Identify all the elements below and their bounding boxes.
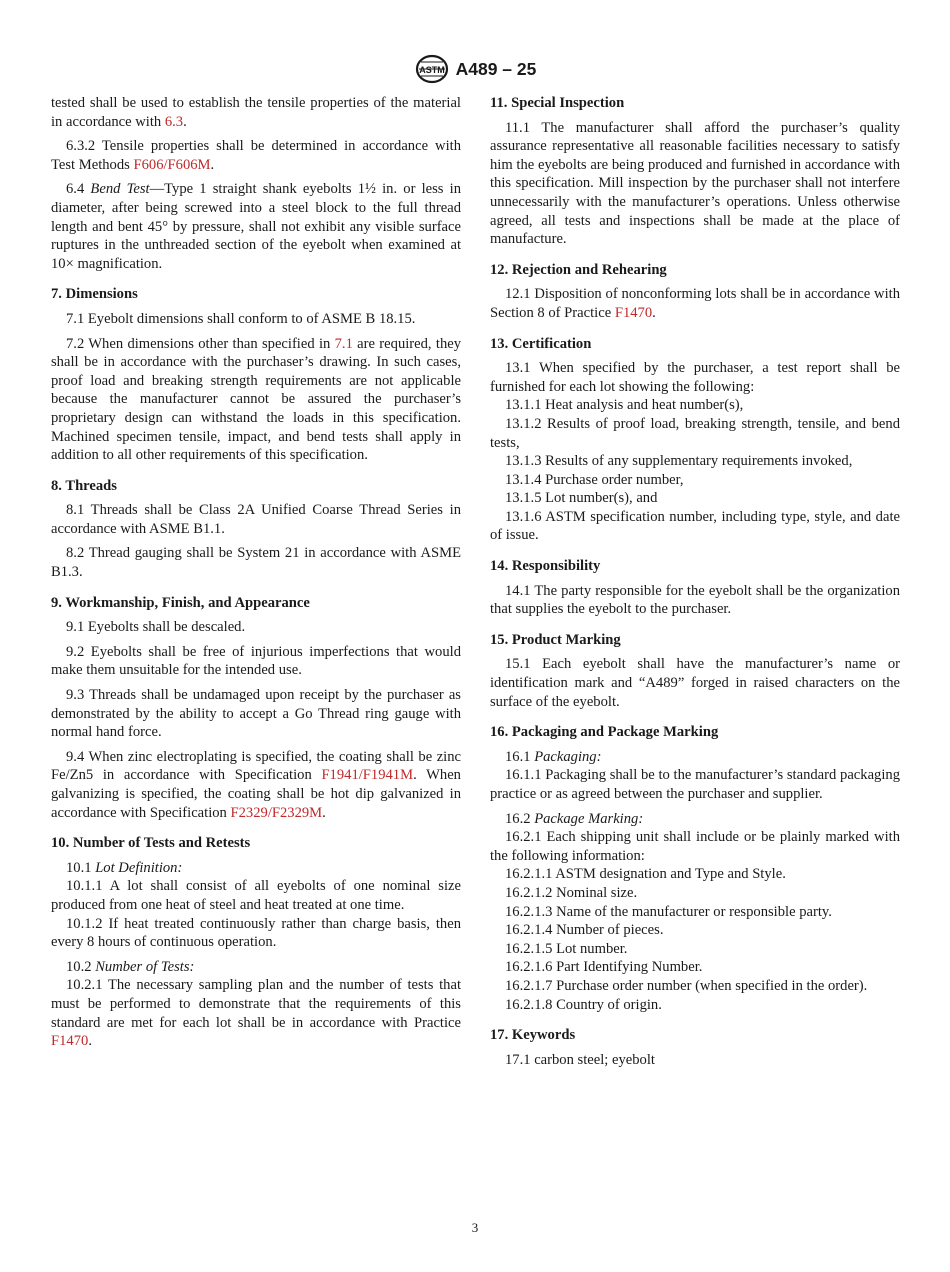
list-item: 13.1.6 ASTM specification number, including type, style, and date of issue. [490,508,900,544]
paragraph-16-2-1: 16.2.1 Each shipping unit shall include or be plainly marked with the following information: [490,829,900,864]
heading-16-packaging: 16. Packaging and Package Marking [490,724,719,741]
link-f1941[interactable]: F1941/F1941M [321,767,414,784]
list-item: 13.1.3 Results of any supplementary requirements invoked, [505,453,853,470]
paragraph-7-1: 7.1 Eyebolt dimensions shall conform to of ASME B 18.15. [66,310,416,327]
list-item: 16.2.1.6 Part Identifying Number. [505,959,703,976]
paragraph-16-1-1: 16.1.1 Packaging shall be to the manufacturer’s standard packaging practice or as agreed between the purchaser and supplier. [490,767,900,802]
paragraph-16-1: 16.1 Packaging: [505,748,602,765]
svg-text:ASTM: ASTM [418,65,445,75]
list-item: 13.1.5 Lot number(s), and [505,490,658,507]
paragraph-9-2: 9.2 Eyebolts shall be free of injurious imperfections that would make them unsuitable for the intended use. [51,643,461,679]
paragraph-6-3-continued: tested shall be used to establish the tensile properties of the material in accordance with 6.3. [51,95,461,130]
paragraph-8-1: 8.1 Threads shall be Class 2A Unified Coarse Thread Series in accordance with ASME B1.1. [51,502,461,537]
paragraph-10-1: 10.1 Lot Definition: [66,859,183,876]
list-item: 16.2.1.1 ASTM designation and Type and Style. [505,866,786,883]
list-item: 13.1.4 Purchase order number, [505,471,684,488]
heading-13-certification: 13. Certification [490,335,592,352]
link-f1470[interactable]: F1470 [51,1033,89,1050]
paragraph-16-2: 16.2 Package Marking: [505,810,644,827]
heading-7-dimensions: 7. Dimensions [51,286,138,303]
heading-12-rejection: 12. Rejection and Rehearing [490,261,667,278]
paragraph-15-1: 15.1 Each eyebolt shall have the manufacturer’s name or identification mark and “A489” forged in raised characters on the surface of the eyebolt. [490,656,900,710]
paragraph-6-4: 6.4 Bend Test—Type 1 straight shank eyebolts 1½ in. or less in diameter, after being screwed into a steel block to the full thread length and bent 45° by pressure, shall not exhibit any visible surface ruptures in the unthreaded section of the eyebolt when examined at 10× magnification. [51,181,462,272]
heading-15-marking: 15. Product Marking [490,631,621,648]
paragraph-12-1: 12.1 Disposition of nonconforming lots shall be in accordance with Section 8 of Practice F1470. [490,286,900,321]
heading-17-keywords: 17. Keywords [490,1027,576,1044]
paragraph-6-3-2: 6.3.2 Tensile properties shall be determined in accordance with Test Methods F606/F606M. [51,138,461,173]
heading-10-tests: 10. Number of Tests and Retests [51,835,251,852]
list-item: 16.2.1.3 Name of the manufacturer or responsible party. [505,903,832,920]
paragraph-10-2: 10.2 Number of Tests: [66,958,195,975]
paragraph-10-2-1: 10.2.1 The necessary sampling plan and the number of tests that must be performed to demonstrate that the requirements of this standard are met for each lot shall be in accordance with Practice F1470. [51,977,461,1050]
paragraph-9-3: 9.3 Threads shall be undamaged upon receipt by the purchaser as demonstrated by the ability to accept a Go Thread ring gauge with normal hand force. [51,687,461,741]
paragraph-9-1: 9.1 Eyebolts shall be descaled. [66,619,246,636]
heading-11-inspection: 11. Special Inspection [490,95,625,111]
list-item: 16.2.1.7 Purchase order number (when specified in the order). [505,977,868,994]
paragraph-9-4: 9.4 When zinc electroplating is specified, the coating shall be zinc Fe/Zn5 in accordance with Specification F1941/F1941M. When galvanizing is specified, the coating shall be hot dip galvanized in accordance with Specification F2329/F2329M. [51,748,461,821]
paragraph-17-1: 17.1 carbon steel; eyebolt [505,1051,655,1068]
heading-9-workmanship: 9. Workmanship, Finish, and Appearance [51,594,310,611]
paragraph-11-1: 11.1 The manufacturer shall afford the purchaser’s quality assurance representative all reasonable facilities necessary to satisfy him the eyebolts are being produced and furnished in accordance with this specification. Mill inspection by the purchaser shall not interfere unnecessarily with the manufacturer’s operations. Unless otherwise agreed, all tests and inspections shall be made at the place of manufacture. [490,119,900,248]
paragraph-7-2: 7.2 When dimensions other than specified in 7.1 are required, they shall be in accordance with the purchaser’s drawing. In such cases, proof load and breaking strength requirements are not applicable because the manufacturer cannot be assured the purchaser’s proprietary design can withstand the loads in this specification. Machined specimen tensile, impact, and bend tests shall apply in addition to all other requirements of this specification. [51,335,462,464]
link-f1470-section-12[interactable]: F1470 [614,304,653,321]
link-f2329[interactable]: F2329/F2329M [230,804,323,821]
paragraph-10-1-2: 10.1.2 If heat treated continuously rather than charge basis, then every 8 hours of continuous operation. [51,915,461,951]
astm-logo-icon [414,54,450,84]
link-7-1[interactable]: 7.1 [334,335,353,352]
page-number: 3 [471,1220,479,1235]
heading-14-responsibility: 14. Responsibility [490,558,601,575]
paragraph-13-1: 13.1 When specified by the purchaser, a test report shall be furnished for each lot showing the following: [490,360,900,395]
list-item: 16.2.1.8 Country of origin. [505,996,662,1013]
list-item: 13.1.1 Heat analysis and heat number(s), [505,397,744,414]
paragraph-14-1: 14.1 The party responsible for the eyebolt shall be the organization that supplies the eyebolt to the purchaser. [490,582,900,618]
list-item: 13.1.2 Results of proof load, breaking strength, tensile, and bend tests, [490,415,900,451]
paragraph-10-1-1: 10.1.1 A lot shall consist of all eyebolts of one nominal size produced from one heat of steel and heat treated at one time. [51,878,461,913]
link-f606[interactable]: F606/F606M [133,156,211,173]
paragraph-8-2: 8.2 Thread gauging shall be System 21 in accordance with ASME B1.3. [51,545,461,581]
document-designation: A489 – 25 [455,59,537,79]
page-header [0,54,950,84]
link-6-3[interactable]: 6.3 [164,113,184,130]
right-column [490,94,900,1075]
list-item: 16.2.1.2 Nominal size. [505,884,638,901]
list-item: 16.2.1.5 Lot number. [505,940,628,957]
left-column [51,94,461,1057]
list-item: 16.2.1.4 Number of pieces. [505,922,664,939]
heading-8-threads: 8. Threads [51,477,117,494]
